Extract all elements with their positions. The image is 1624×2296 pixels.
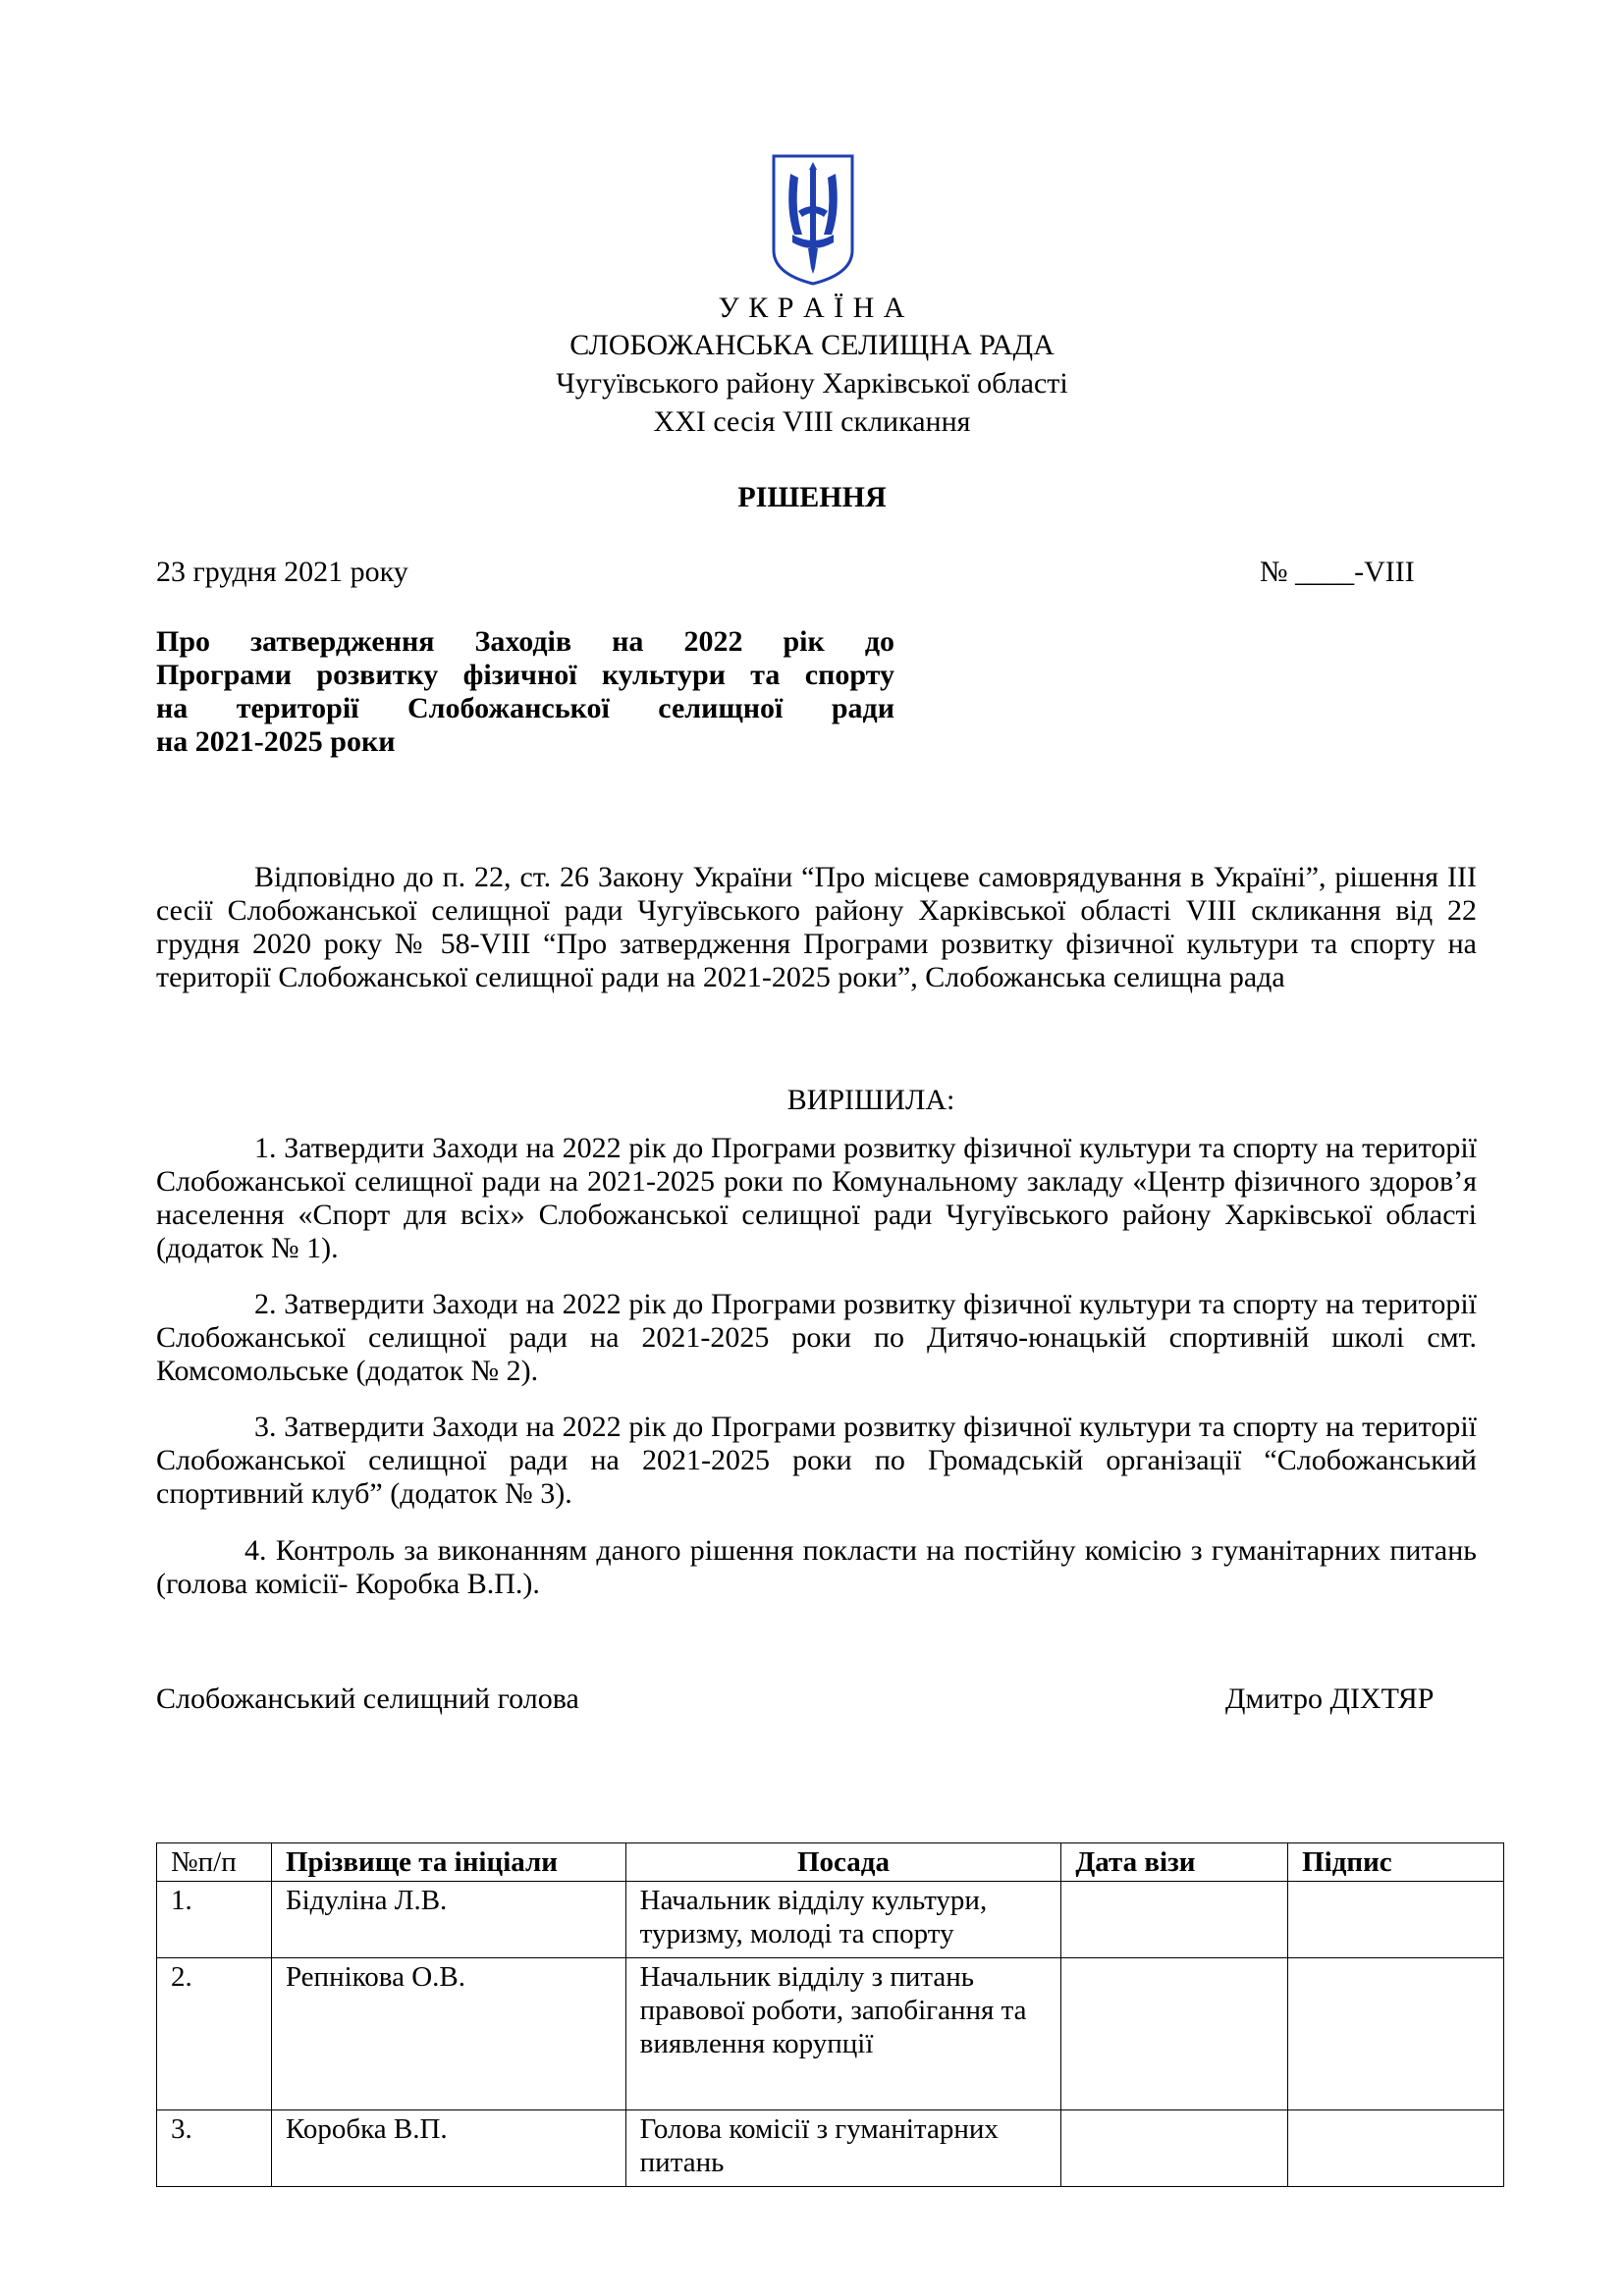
row-date xyxy=(1061,1958,1288,2110)
decision-title xyxy=(156,625,894,759)
row-date xyxy=(1061,2110,1288,2187)
title-line: на 2021-2025 роки xyxy=(156,725,396,758)
row-position: Голова комісії з гуманітарних питань xyxy=(625,2110,1061,2187)
preamble-paragraph: Відповідно до п. 22, ст. 26 Закону України “Про місцеве самоврядування в Україні”, рішення ІІІ сесії Слобожанської селищної ради Чугуївського району Харківської області VIII скликання від 22 грудня 2020 року № 58-VIII “Про затвердження Програми розвитку фізичної культури та спорту на території Слобожанської селищної ради на 2021-2025 роки”, Слобожанська селищна рада xyxy=(156,861,1477,993)
column-header-position: Посада xyxy=(625,1843,1061,1882)
title-line: на території Слобожанської селищної ради xyxy=(156,692,894,724)
table-header-row xyxy=(157,1843,1504,1882)
session-info: XXI сесія VIII скликання xyxy=(653,405,971,438)
document-type: РІШЕННЯ xyxy=(737,481,887,513)
decision-item-4: 4. Контроль за виконанням даного рішення покласти на постійну комісію з гуманітарних питань (голова комісії- Коробка В.П.). xyxy=(156,1534,1477,1600)
row-name: Коробка В.П. xyxy=(271,2110,625,2187)
resolved-heading: ВИРІШИЛА: xyxy=(786,1084,955,1116)
column-header-date: Дата візи xyxy=(1061,1843,1288,1882)
row-position: Начальник відділу з питань правової роботи, запобігання та виявлення корупції xyxy=(625,1958,1061,2110)
row-number: 3. xyxy=(157,2110,272,2187)
country-heading: У К Р А Ї Н А xyxy=(718,292,906,324)
row-signature xyxy=(1288,2110,1504,2187)
title-line: Про затвердження Заходів на 2022 рік до xyxy=(156,625,894,658)
title-line: Програми розвитку фізичної культури та спорту xyxy=(156,659,894,691)
row-signature xyxy=(1288,1882,1504,1958)
row-name: Репнікова О.В. xyxy=(271,1958,625,2110)
council-name: СЛОБОЖАНСЬКА СЕЛИЩНА РАДА xyxy=(569,329,1055,361)
decision-item-3: 3. Затвердити Заходи на 2022 рік до Програми розвитку фізичної культури та спорту на території Слобожанської селищної ради на 2021-2025 роки по Громадській організації “Слобожанський спортивний клуб” (додаток № 3). xyxy=(156,1411,1477,1510)
approval-table xyxy=(156,1842,1504,2187)
row-number: 2. xyxy=(157,1958,272,2110)
table-row xyxy=(157,1958,1504,2110)
decision-number: № ____-VIII xyxy=(1260,556,1415,588)
signature-position: Слобожанський селищний голова xyxy=(156,1682,579,1715)
column-header-name: Прізвище та ініціали xyxy=(271,1843,625,1882)
district-name: Чугуївського району Харківської області xyxy=(556,367,1068,400)
decision-item-1: 1. Затвердити Заходи на 2022 рік до Програми розвитку фізичної культури та спорту на території Слобожанської селищної ради на 2021-2025 роки по Комунальному закладу «Центр фізичного здоров’я населення «Спорт для всіх» Слобожанської селищної ради Чугуївського району Харківської області (додаток № 1). xyxy=(156,1132,1477,1264)
decision-item-2: 2. Затвердити Заходи на 2022 рік до Програми розвитку фізичної культури та спорту на території Слобожанської селищної ради на 2021-2025 роки по Дитячо-юнацькій спортивній школі смт. Комсомольське (додаток № 2). xyxy=(156,1288,1477,1387)
table-row xyxy=(157,2110,1504,2187)
column-header-signature: Підпис xyxy=(1288,1843,1504,1882)
row-number: 1. xyxy=(157,1882,272,1958)
decision-date: 23 грудня 2021 року xyxy=(156,556,408,588)
row-name: Бідуліна Л.В. xyxy=(271,1882,625,1958)
row-position: Начальник відділу культури, туризму, молоді та спорту xyxy=(625,1882,1061,1958)
row-signature xyxy=(1288,1958,1504,2110)
table-row xyxy=(157,1882,1504,1958)
coat-of-arms-icon xyxy=(769,152,857,288)
row-date xyxy=(1061,1882,1288,1958)
column-header-number: №п/п xyxy=(157,1843,272,1882)
signature-name: Дмитро ДІХТЯР xyxy=(1225,1682,1435,1715)
